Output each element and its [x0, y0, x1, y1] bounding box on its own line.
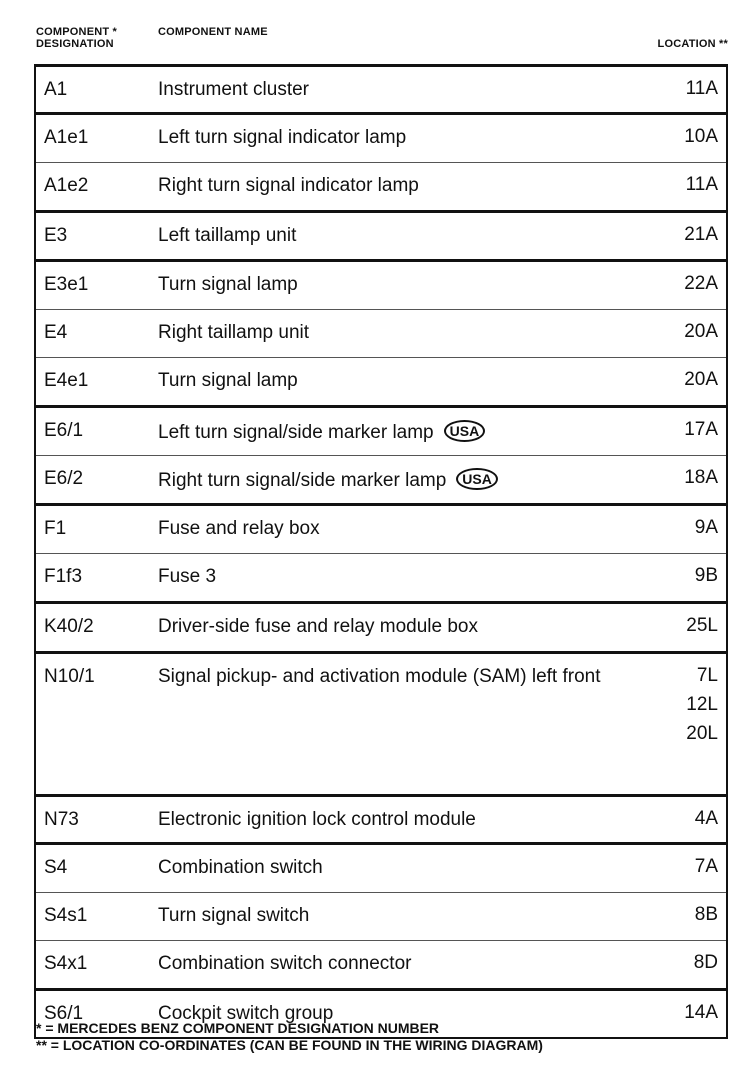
component-name-text: Left turn signal/side marker lamp	[158, 422, 434, 443]
component-name-cell: Combination switch	[158, 857, 323, 878]
component-name-cell: Instrument cluster	[158, 79, 309, 100]
designation-cell: E4	[44, 322, 68, 343]
designation-cell: F1	[44, 518, 67, 539]
table-row	[36, 941, 726, 991]
table-header	[36, 24, 728, 60]
location-value: 12L	[686, 694, 718, 715]
designation-cell: E3e1	[44, 274, 89, 295]
location-value: 7L	[696, 665, 718, 686]
designation-cell: S4	[44, 857, 68, 878]
designation-cell: E4e1	[44, 370, 89, 391]
table-row	[36, 797, 726, 845]
table-row	[36, 310, 726, 358]
designation-cell: A1e2	[44, 175, 89, 196]
component-name-cell: Signal pickup- and activation module (SAM) left front	[158, 666, 601, 687]
component-name-cell: Combination switch connector	[158, 953, 412, 974]
usa-badge: USA	[456, 468, 498, 490]
component-name-cell: Left taillamp unit	[158, 225, 297, 246]
location-cell: 8B	[694, 904, 718, 925]
name-column-header: COMPONENT NAME	[158, 26, 268, 38]
component-name-cell: Turn signal lamp	[158, 274, 298, 295]
table-row	[36, 213, 726, 262]
location-cell: 20A	[684, 369, 718, 390]
table-row	[36, 654, 726, 797]
table-row	[36, 358, 726, 408]
table-row	[36, 554, 726, 604]
designation-cell: E6/1	[44, 420, 84, 441]
location-cell: 11A	[685, 78, 718, 99]
location-value: 20L	[686, 723, 718, 744]
location-cell: 11A	[685, 174, 718, 195]
location-cell: 14A	[684, 1002, 718, 1023]
designation-cell: A1e1	[44, 127, 89, 148]
designation-cell: S6/1	[44, 1003, 84, 1024]
designation-cell: N73	[44, 809, 79, 830]
location-cell: 17A	[684, 419, 718, 440]
location-cell: 9A	[694, 517, 718, 538]
location-column-header: LOCATION **	[657, 38, 728, 50]
component-table	[34, 64, 728, 1039]
designation-cell: A1	[44, 79, 68, 100]
table-row	[36, 408, 726, 456]
component-name-cell: Right taillamp unit	[158, 322, 310, 343]
designation-column-header: COMPONENT * DESIGNATION	[36, 26, 118, 50]
component-name-cell: Left turn signal indicator lamp	[158, 127, 407, 148]
designation-cell: S4x1	[44, 953, 88, 974]
location-cell: 25L	[686, 615, 718, 636]
table-row	[36, 893, 726, 941]
location-cell: 10A	[684, 126, 718, 147]
component-name-cell: Right turn signal indicator lamp	[158, 175, 419, 196]
table-row	[36, 115, 726, 163]
table-row	[36, 163, 726, 213]
designation-cell: E6/2	[44, 468, 84, 489]
component-name-cell	[158, 420, 485, 444]
component-name-cell: Turn signal switch	[158, 905, 310, 926]
table-row	[36, 604, 726, 654]
component-name-cell: Fuse 3	[158, 566, 217, 587]
designation-cell: S4s1	[44, 905, 88, 926]
table-row	[36, 456, 726, 506]
table-row	[36, 845, 726, 893]
designation-cell: F1f3	[44, 566, 83, 587]
component-name-cell: Driver-side fuse and relay module box	[158, 616, 478, 637]
table-row	[36, 506, 726, 554]
footnotes	[36, 1020, 728, 1054]
designation-cell: K40/2	[44, 616, 94, 637]
location-cell: 4A	[694, 808, 718, 829]
location-cell: 7A	[694, 856, 718, 877]
location-cell: 18A	[684, 467, 718, 488]
location-cell: 9B	[694, 565, 718, 586]
location-cell: 21A	[684, 224, 718, 245]
usa-badge: USA	[444, 420, 486, 442]
table-row	[36, 262, 726, 310]
component-name-cell	[158, 468, 498, 492]
designation-cell: N10/1	[44, 666, 95, 687]
location-cell	[686, 661, 718, 748]
table-row	[36, 67, 726, 115]
component-name-cell: Cockpit switch group	[158, 1003, 334, 1024]
location-cell: 8D	[693, 952, 718, 973]
location-cell: 20A	[684, 321, 718, 342]
component-name-cell: Turn signal lamp	[158, 370, 298, 391]
location-cell: 22A	[684, 273, 718, 294]
footnote-location: ** = LOCATION CO-ORDINATES (CAN BE FOUND IN THE WIRING DIAGRAM)	[36, 1037, 543, 1053]
component-name-cell: Electronic ignition lock control module	[158, 809, 476, 830]
component-name-cell: Fuse and relay box	[158, 518, 320, 539]
component-name-text: Right turn signal/side marker lamp	[158, 470, 447, 491]
designation-cell: E3	[44, 225, 68, 246]
footnote-designation: * = MERCEDES BENZ COMPONENT DESIGNATION NUMBER	[36, 1020, 440, 1036]
